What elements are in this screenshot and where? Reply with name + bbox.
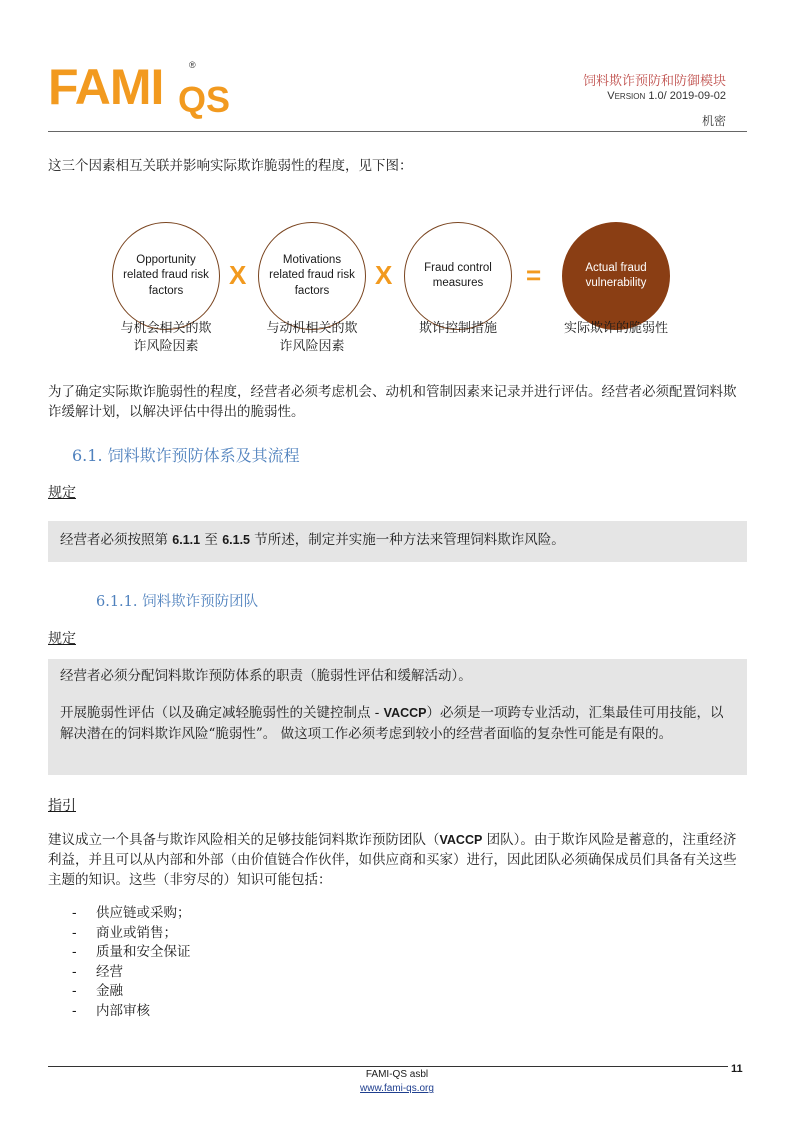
multiply-operator-2: X	[375, 260, 393, 290]
section-6-1-1-rule-box	[48, 659, 747, 775]
footer-organization: FAMI-QS asbl	[365, 1069, 429, 1080]
footer-website-link[interactable]: www.fami-qs.org	[360, 1083, 434, 1094]
guidance-label: 指引	[48, 798, 76, 814]
section-6-1-rule-label: 规定	[48, 485, 76, 501]
rule-ref-6-1-5: 6.1.5	[222, 533, 251, 547]
list-item: - 内部审核	[72, 1002, 150, 1019]
multiply-operator-1: X	[229, 260, 247, 290]
opportunity-caption: 与机会相关的欺 诈风险因素	[120, 321, 212, 354]
motivations-caption: 与动机相关的欺 诈风险因素	[266, 321, 358, 354]
actual-vulnerability-circle: Actual fraud vulnerability	[562, 222, 670, 330]
confidentiality-label: 机密	[701, 114, 726, 128]
opportunity-circle: Opportunity related fraud risk factors	[112, 222, 220, 330]
header-divider	[48, 131, 747, 132]
fami-qs-logo	[48, 58, 248, 118]
document-title: 饲料欺诈预防和防御模块	[582, 74, 726, 89]
footer-url-line	[0, 1083, 794, 1094]
list-item: - 质量和安全保证	[72, 944, 191, 960]
actual-vulnerability-caption: 实际欺诈的脆弱性	[563, 321, 668, 336]
section-6-1-rule-box: 经营者必须按照第 6.1.1 至 6.1.5 节所述，制定并实施一种方法来管理饲料欺诈风险。	[48, 521, 747, 562]
list-item: - 经营	[72, 963, 123, 980]
logo-registered-mark: ®	[189, 60, 196, 70]
assessment-paragraph: 为了确定实际欺诈脆弱性的程度，经营者必须考虑机会、动机和管制因素来记录并进行评估。经营者必须配置饲料欺诈缓解计划，以解决评估中得出的脆弱性。	[48, 384, 737, 420]
knowledge-list	[72, 904, 191, 1021]
section-6-1-1-rule-label: 规定	[48, 631, 76, 647]
fraud-control-circle: Fraud control measures	[404, 222, 512, 330]
fraud-control-caption: 欺诈控制措施	[418, 321, 497, 336]
footer-divider	[48, 1066, 728, 1067]
fraud-vulnerability-diagram	[0, 218, 794, 358]
logo-fami-text: FAMI	[48, 59, 164, 115]
page-number: 11	[731, 1063, 743, 1075]
rule-ref-6-1-1: 6.1.1	[172, 533, 201, 547]
rule-paragraph-2: 开展脆弱性评估（以及确定减轻脆弱性的关键控制点 - VACCP）必须是一项跨专业活动，汇集最佳可用技能，以解决潜在的饲料欺诈风险“脆弱性”。 做这项工作必须考虑到较小的经营者面临的复杂性可能是有限的。	[60, 705, 724, 742]
motivations-circle: Motivations related fraud risk factors	[258, 222, 366, 330]
list-item: - 商业或销售；	[72, 924, 177, 941]
rule-paragraph-1: 经营者必须分配饲料欺诈预防体系的职责（脆弱性评估和缓解活动）。	[60, 668, 472, 684]
guidance-paragraph: 建议成立一个具备与欺诈风险相关的足够技能饲料欺诈预防团队（VACCP 团队）。由于欺诈风险是蓄意的，注重经济利益，并且可以从内部和外部（由价值链合作伙伴，如供应商和买家）进行，因此团队必须确保成员们具备有关这些主题的知识。这些（非穷尽的）知识可能包括：	[48, 832, 737, 888]
equals-operator: =	[526, 260, 542, 290]
list-item: - 供应链或采购；	[72, 905, 191, 921]
intro-paragraph: 这三个因素相互关联并影响实际欺诈脆弱性的程度，见下图：	[48, 158, 413, 174]
list-item: - 金融	[72, 983, 123, 999]
section-6-1-1-heading: 6.1.1. 饲料欺诈预防团队	[96, 594, 259, 610]
logo-qs-text: QS	[178, 79, 231, 120]
document-version: Version 1.0/ 2019-09-02	[607, 90, 726, 102]
section-6-1-heading: 6.1. 饲料欺诈预防体系及其流程	[72, 446, 300, 465]
